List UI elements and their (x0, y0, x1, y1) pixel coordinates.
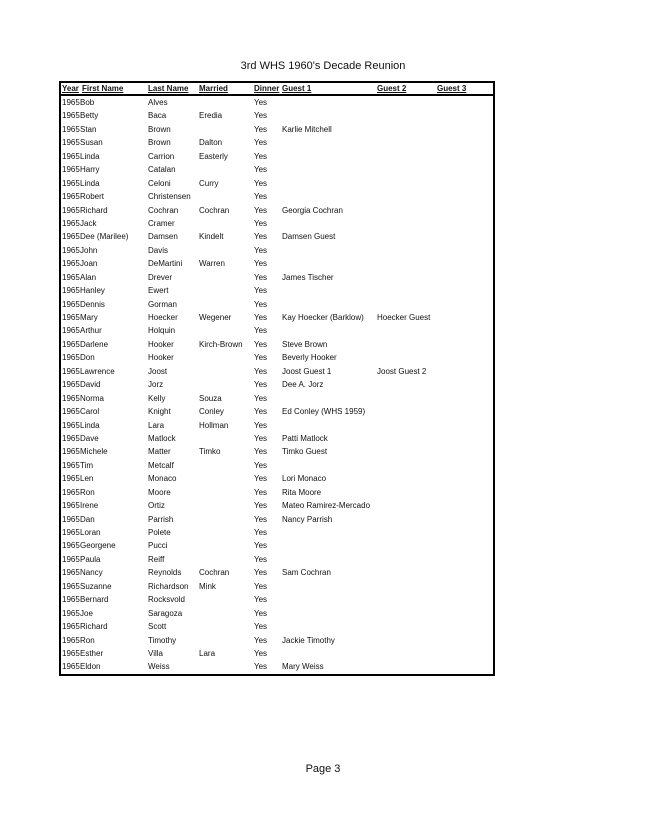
cell-guest-1: Dee A. Jorz (282, 380, 324, 390)
cell-last-name: Richardson (148, 581, 189, 591)
cell-year: 1965 (62, 272, 80, 282)
table-row (61, 660, 493, 673)
cell-guest-1: James Tischer (282, 272, 334, 282)
table-row (61, 230, 493, 243)
cell-last-name: DeMartini (148, 259, 183, 269)
header-guest-1: Guest 1 (282, 84, 312, 93)
cell-dinner: Yes (254, 98, 268, 107)
cell-year: 1965 (62, 407, 80, 417)
cell-first-name: Georgene (80, 541, 116, 551)
cell-year: 1965 (62, 339, 80, 349)
cell-last-name: Reynolds (148, 568, 182, 578)
table-row (61, 419, 493, 432)
cell-last-name: Kelly (148, 393, 166, 403)
cell-married: Cochran (199, 205, 230, 215)
cell-year: 1965 (62, 218, 80, 228)
cell-year: 1965 (62, 568, 80, 578)
cell-first-name: Tim (80, 460, 94, 470)
cell-first-name: Ron (80, 635, 95, 645)
cell-last-name: Ortiz (148, 501, 165, 511)
table-row (61, 445, 493, 458)
header-guest-2: Guest 2 (377, 84, 407, 93)
cell-guest-1: Georgia Cochran (282, 205, 343, 215)
cell-first-name: Richard (80, 622, 108, 632)
cell-last-name: Monaco (148, 474, 177, 484)
cell-dinner: Yes (254, 460, 268, 470)
cell-year: 1965 (62, 420, 80, 430)
cell-dinner: Yes (254, 299, 268, 309)
table-row (61, 324, 493, 337)
header-married: Married (199, 84, 228, 93)
cell-last-name: Hooker (148, 353, 174, 363)
cell-married: Dalton (199, 138, 223, 148)
cell-last-name: Baca (148, 111, 167, 121)
cell-first-name: Eldon (80, 662, 101, 672)
cell-dinner: Yes (254, 165, 268, 175)
table-row (61, 392, 493, 405)
cell-last-name: Knight (148, 407, 171, 417)
cell-last-name: Hooker (148, 339, 174, 349)
cell-year: 1965 (62, 286, 80, 296)
cell-first-name: Alan (80, 272, 97, 282)
cell-year: 1965 (62, 192, 80, 202)
cell-married: Lara (199, 648, 216, 658)
table-row (61, 257, 493, 270)
cell-year: 1965 (62, 501, 80, 511)
cell-dinner: Yes (254, 514, 268, 524)
cell-first-name: Dee (Marilee) (80, 232, 129, 242)
table-row (61, 204, 493, 217)
cell-last-name: Scott (148, 622, 167, 632)
table-row (61, 150, 493, 163)
cell-first-name: Joan (80, 259, 98, 269)
cell-last-name: Villa (148, 648, 163, 658)
cell-married: Hollman (199, 420, 229, 430)
cell-year: 1965 (62, 138, 80, 148)
cell-last-name: Timothy (148, 635, 177, 645)
cell-last-name: Davis (148, 245, 169, 255)
cell-first-name: Darlene (80, 339, 109, 349)
cell-first-name: Stan (80, 124, 97, 134)
cell-first-name: Dan (80, 514, 95, 524)
cell-married: Kirch-Brown (199, 339, 243, 349)
cell-first-name: Don (80, 353, 95, 363)
cell-married: Eredia (199, 111, 223, 121)
cell-first-name: Michele (80, 447, 108, 457)
cell-dinner: Yes (254, 648, 268, 658)
cell-guest-1: Nancy Parrish (282, 514, 333, 524)
cell-last-name: Catalan (148, 165, 176, 175)
cell-guest-1: Rita Moore (282, 487, 322, 497)
cell-year: 1965 (62, 165, 80, 175)
cell-last-name: Ewert (148, 286, 169, 296)
cell-dinner: Yes (254, 393, 268, 403)
cell-guest-1: Kay Hoecker (Barklow) (282, 313, 364, 322)
cell-guest-2: Hoecker Guest (377, 313, 431, 322)
table-row (61, 351, 493, 364)
table-row (61, 190, 493, 203)
cell-year: 1965 (62, 313, 80, 322)
table-row (61, 217, 493, 230)
cell-last-name: Cochran (148, 205, 179, 215)
cell-year: 1965 (62, 299, 80, 309)
cell-year: 1965 (62, 151, 80, 161)
cell-year: 1965 (62, 622, 80, 632)
cell-dinner: Yes (254, 259, 268, 269)
cell-first-name: Susan (80, 138, 103, 148)
cell-dinner: Yes (254, 138, 268, 148)
table-row (61, 459, 493, 472)
cell-dinner: Yes (254, 433, 268, 443)
cell-dinner: Yes (254, 581, 268, 591)
cell-last-name: Weiss (148, 662, 170, 672)
cell-year: 1965 (62, 232, 80, 242)
cell-year: 1965 (62, 245, 80, 255)
page-title: 3rd WHS 1960's Decade Reunion (240, 60, 406, 72)
cell-year: 1965 (62, 581, 80, 591)
cell-first-name: Bob (80, 98, 95, 107)
cell-first-name: Dave (80, 433, 99, 443)
cell-last-name: Saragoza (148, 608, 183, 618)
cell-year: 1965 (62, 111, 80, 121)
cell-dinner: Yes (254, 595, 268, 605)
cell-guest-1: Lori Monaco (282, 474, 327, 484)
cell-last-name: Carrion (148, 151, 175, 161)
cell-first-name: Mary (80, 313, 98, 322)
reunion-table (59, 81, 495, 676)
cell-first-name: Dennis (80, 299, 105, 309)
cell-first-name: Esther (80, 648, 104, 658)
cell-dinner: Yes (254, 487, 268, 497)
cell-dinner: Yes (254, 205, 268, 215)
table-row (61, 177, 493, 190)
cell-year: 1965 (62, 541, 80, 551)
cell-dinner: Yes (254, 339, 268, 349)
cell-year: 1965 (62, 98, 80, 107)
cell-dinner: Yes (254, 622, 268, 632)
cell-guest-1: Steve Brown (282, 339, 328, 349)
cell-dinner: Yes (254, 192, 268, 202)
cell-dinner: Yes (254, 541, 268, 551)
cell-year: 1965 (62, 595, 80, 605)
table-row (61, 499, 493, 512)
cell-dinner: Yes (254, 662, 268, 672)
cell-last-name: Damsen (148, 232, 178, 242)
table-row (61, 593, 493, 606)
cell-year: 1965 (62, 326, 80, 336)
cell-guest-1: Beverly Hooker (282, 353, 337, 363)
page-number: Page 3 (305, 763, 341, 775)
table-row (61, 486, 493, 499)
cell-last-name: Holquin (148, 326, 176, 336)
table-row (61, 244, 493, 257)
cell-married: Cochran (199, 568, 230, 578)
cell-year: 1965 (62, 460, 80, 470)
table-header (61, 83, 493, 96)
cell-first-name: Jack (80, 218, 97, 228)
cell-last-name: Joost (148, 366, 168, 376)
cell-dinner: Yes (254, 232, 268, 242)
cell-guest-1: Timko Guest (282, 447, 328, 457)
cell-first-name: Lawrence (80, 366, 115, 376)
table-row (61, 620, 493, 633)
cell-first-name: Carol (80, 407, 100, 417)
cell-year: 1965 (62, 474, 80, 484)
cell-last-name: Alves (148, 98, 168, 107)
cell-dinner: Yes (254, 554, 268, 564)
cell-first-name: John (80, 245, 98, 255)
cell-guest-1: Mateo Ramirez-Mercado (282, 501, 371, 511)
cell-first-name: Loran (80, 528, 101, 537)
cell-year: 1965 (62, 433, 80, 443)
table-row (61, 580, 493, 593)
cell-guest-1: Ed Conley (WHS 1959) (282, 407, 366, 417)
header-dinner: Dinner (254, 84, 280, 93)
table-row (61, 298, 493, 311)
table-row (61, 472, 493, 485)
cell-dinner: Yes (254, 151, 268, 161)
table-body (61, 96, 493, 674)
table-row (61, 365, 493, 378)
cell-first-name: Linda (80, 151, 100, 161)
cell-year: 1965 (62, 366, 80, 376)
cell-guest-1: Patti Matlock (282, 433, 328, 443)
cell-dinner: Yes (254, 380, 268, 390)
cell-first-name: Nancy (80, 568, 103, 578)
cell-last-name: Parrish (148, 514, 174, 524)
cell-year: 1965 (62, 662, 80, 672)
table-row (61, 634, 493, 647)
table-row (61, 136, 493, 149)
cell-last-name: Lara (148, 420, 165, 430)
cell-dinner: Yes (254, 568, 268, 578)
cell-first-name: Robert (80, 192, 105, 202)
cell-year: 1965 (62, 487, 80, 497)
cell-married: Souza (199, 393, 222, 403)
header-guest-3: Guest 3 (437, 84, 467, 93)
cell-first-name: Richard (80, 205, 108, 215)
cell-last-name: Matter (148, 447, 171, 457)
cell-married: Kindelt (199, 232, 224, 242)
cell-year: 1965 (62, 447, 80, 457)
cell-dinner: Yes (254, 178, 268, 188)
cell-married: Wegener (199, 313, 232, 322)
cell-year: 1965 (62, 205, 80, 215)
cell-dinner: Yes (254, 124, 268, 134)
cell-dinner: Yes (254, 326, 268, 336)
table-row (61, 271, 493, 284)
cell-first-name: David (80, 380, 101, 390)
cell-first-name: Harry (80, 165, 100, 175)
cell-year: 1965 (62, 259, 80, 269)
cell-dinner: Yes (254, 286, 268, 296)
cell-dinner: Yes (254, 366, 268, 376)
cell-dinner: Yes (254, 353, 268, 363)
table-row (61, 432, 493, 445)
cell-first-name: Ron (80, 487, 95, 497)
cell-last-name: Brown (148, 124, 171, 134)
cell-last-name: Pucci (148, 541, 168, 551)
cell-married: Warren (199, 259, 225, 269)
cell-guest-1: Damsen Guest (282, 232, 336, 242)
cell-last-name: Matlock (148, 433, 176, 443)
cell-first-name: Linda (80, 420, 100, 430)
cell-dinner: Yes (254, 447, 268, 457)
table-row (61, 647, 493, 660)
cell-dinner: Yes (254, 313, 268, 322)
cell-first-name: Hanley (80, 286, 105, 296)
header-last-name: Last Name (148, 84, 189, 93)
cell-guest-1: Mary Weiss (282, 662, 324, 672)
cell-first-name: Paula (80, 554, 101, 564)
cell-guest-1: Karlie Mitchell (282, 124, 332, 134)
cell-first-name: Betty (80, 111, 99, 121)
table-row (61, 96, 493, 109)
table-row (61, 566, 493, 579)
cell-last-name: Drever (148, 272, 173, 282)
cell-first-name: Irene (80, 501, 99, 511)
table-row (61, 378, 493, 391)
cell-year: 1965 (62, 554, 80, 564)
header-first-name: First Name (82, 84, 124, 93)
cell-last-name: Polete (148, 528, 171, 537)
cell-first-name: Suzanne (80, 581, 112, 591)
table-row (61, 553, 493, 566)
cell-married: Mink (199, 581, 216, 591)
cell-last-name: Cramer (148, 218, 175, 228)
cell-guest-1: Sam Cochran (282, 568, 331, 578)
cell-dinner: Yes (254, 245, 268, 255)
cell-year: 1965 (62, 514, 80, 524)
cell-dinner: Yes (254, 635, 268, 645)
cell-year: 1965 (62, 380, 80, 390)
cell-first-name: Norma (80, 393, 105, 403)
cell-last-name: Rocksvold (148, 595, 185, 605)
cell-first-name: Linda (80, 178, 100, 188)
cell-year: 1965 (62, 353, 80, 363)
cell-last-name: Gorman (148, 299, 177, 309)
table-row (61, 338, 493, 351)
cell-guest-1: Jackie Timothy (282, 635, 335, 645)
cell-last-name: Metcalf (148, 460, 174, 470)
cell-first-name: Bernard (80, 595, 109, 605)
header-year: Year (62, 84, 79, 93)
cell-married: Conley (199, 407, 224, 417)
cell-first-name: Len (80, 474, 94, 484)
cell-year: 1965 (62, 608, 80, 618)
cell-last-name: Brown (148, 138, 171, 148)
cell-year: 1965 (62, 635, 80, 645)
cell-first-name: Arthur (80, 326, 102, 336)
cell-year: 1965 (62, 528, 80, 537)
table-row (61, 163, 493, 176)
cell-first-name: Joe (80, 608, 93, 618)
cell-married: Timko (199, 447, 221, 457)
cell-last-name: Celoni (148, 178, 171, 188)
cell-dinner: Yes (254, 407, 268, 417)
cell-dinner: Yes (254, 218, 268, 228)
table-row (61, 526, 493, 539)
cell-married: Easterly (199, 151, 228, 161)
cell-last-name: Reiff (148, 554, 165, 564)
table-row (61, 123, 493, 136)
cell-dinner: Yes (254, 474, 268, 484)
cell-dinner: Yes (254, 272, 268, 282)
cell-year: 1965 (62, 648, 80, 658)
table-row (61, 539, 493, 552)
cell-guest-2: Joost Guest 2 (377, 366, 427, 376)
cell-year: 1965 (62, 124, 80, 134)
cell-last-name: Jorz (148, 380, 164, 390)
cell-year: 1965 (62, 178, 80, 188)
cell-last-name: Moore (148, 487, 171, 497)
cell-married: Curry (199, 178, 219, 188)
cell-dinner: Yes (254, 420, 268, 430)
table-row (61, 284, 493, 297)
table-row (61, 513, 493, 526)
cell-last-name: Christensen (148, 192, 191, 202)
table-row (61, 109, 493, 122)
cell-dinner: Yes (254, 608, 268, 618)
table-row (61, 405, 493, 418)
cell-dinner: Yes (254, 501, 268, 511)
cell-dinner: Yes (254, 111, 268, 121)
cell-guest-1: Joost Guest 1 (282, 366, 332, 376)
table-row (61, 607, 493, 620)
cell-dinner: Yes (254, 528, 268, 537)
cell-year: 1965 (62, 393, 80, 403)
table-row (61, 311, 493, 324)
cell-last-name: Hoecker (148, 313, 178, 322)
